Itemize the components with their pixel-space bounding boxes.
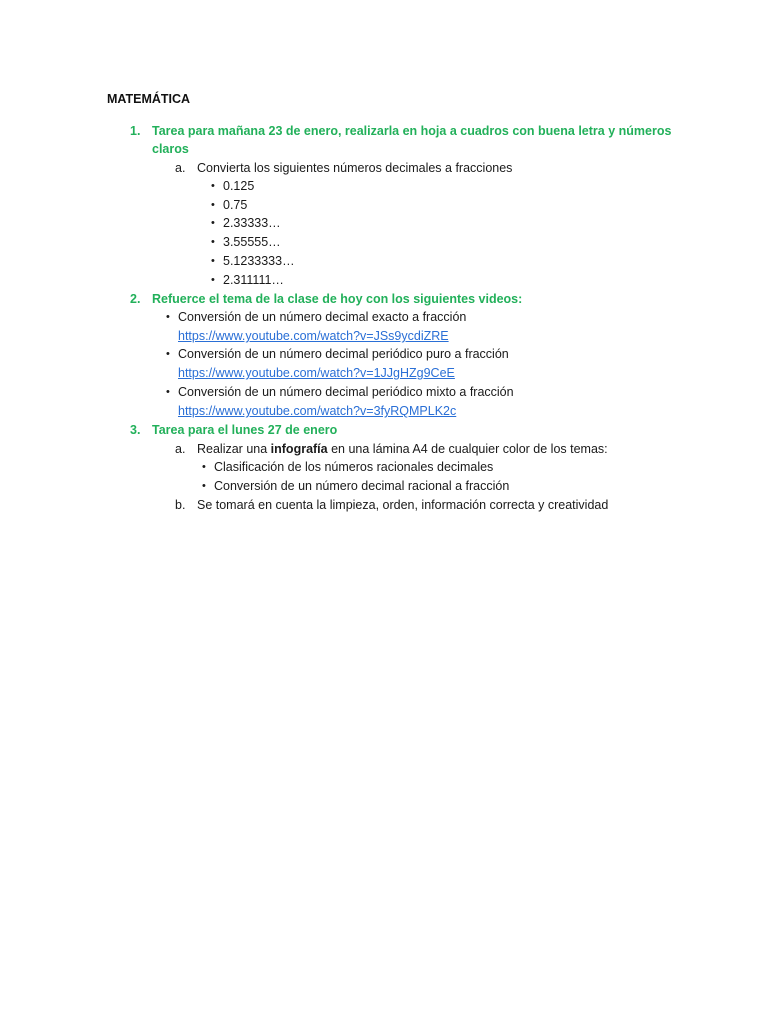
item-3a-text (197, 440, 608, 458)
item-1-heading-line-2: claros (152, 142, 189, 156)
document-title: MATEMÁTICA (107, 92, 191, 106)
bullet-icon: • (166, 386, 170, 398)
video-label: Conversión de un número decimal periódico puro a fracción (178, 347, 509, 361)
item-1-number: 1. (130, 124, 141, 138)
bullet-icon: • (166, 311, 170, 323)
topic-item: Clasificación de los números racionales decimales (214, 460, 494, 474)
item-2-number: 2. (130, 292, 141, 306)
video-label: Conversión de un número decimal exacto a fracción (178, 310, 467, 324)
bullet-icon: • (166, 348, 170, 360)
topic-item: Conversión de un número decimal racional a fracción (214, 479, 510, 493)
item-3a-text-before: Realizar una (197, 442, 271, 456)
bullet-icon: • (211, 236, 215, 248)
item-1a-letter: a. (175, 161, 186, 175)
item-3a-text-after: en una lámina A4 de cualquier color de los temas: (327, 442, 608, 456)
decimal-value: 2.311111… (223, 273, 284, 287)
decimal-value: 0.75 (223, 198, 248, 212)
item-2-heading: Refuerce el tema de la clase de hoy con los siguientes videos: (152, 292, 523, 306)
item-1a-text: Convierta los siguientes números decimales a fracciones (197, 161, 513, 175)
item-3b-text: Se tomará en cuenta la limpieza, orden, información correcta y creatividad (197, 498, 609, 512)
video-label: Conversión de un número decimal periódico mixto a fracción (178, 385, 514, 399)
item-3b-letter: b. (175, 498, 186, 512)
item-3-number: 3. (130, 423, 141, 437)
bullet-icon: • (202, 461, 206, 473)
bullet-icon: • (211, 274, 215, 286)
decimal-value: 0.125 (223, 179, 255, 193)
item-1-heading-line-1: Tarea para mañana 23 de enero, realizarla en hoja a cuadros con buena letra y números (152, 124, 672, 138)
video-link[interactable]: https://www.youtube.com/watch?v=JSs9ycdiZRE (178, 329, 449, 343)
item-3a-letter: a. (175, 442, 186, 456)
item-3a-text-bold: infografía (270, 442, 328, 456)
bullet-icon: • (202, 480, 206, 492)
bullet-icon: • (211, 180, 215, 192)
bullet-icon: • (211, 217, 215, 229)
decimal-value: 2.33333… (223, 216, 281, 230)
decimal-value: 5.1233333… (223, 254, 295, 268)
bullet-icon: • (211, 199, 215, 211)
decimal-value: 3.55555… (223, 235, 281, 249)
video-link[interactable]: https://www.youtube.com/watch?v=1JJgHZg9CeE (178, 366, 455, 380)
video-link[interactable]: https://www.youtube.com/watch?v=3fyRQMPLK2c (178, 404, 457, 418)
bullet-icon: • (211, 255, 215, 267)
item-3-heading: Tarea para el lunes 27 de enero (152, 423, 338, 437)
